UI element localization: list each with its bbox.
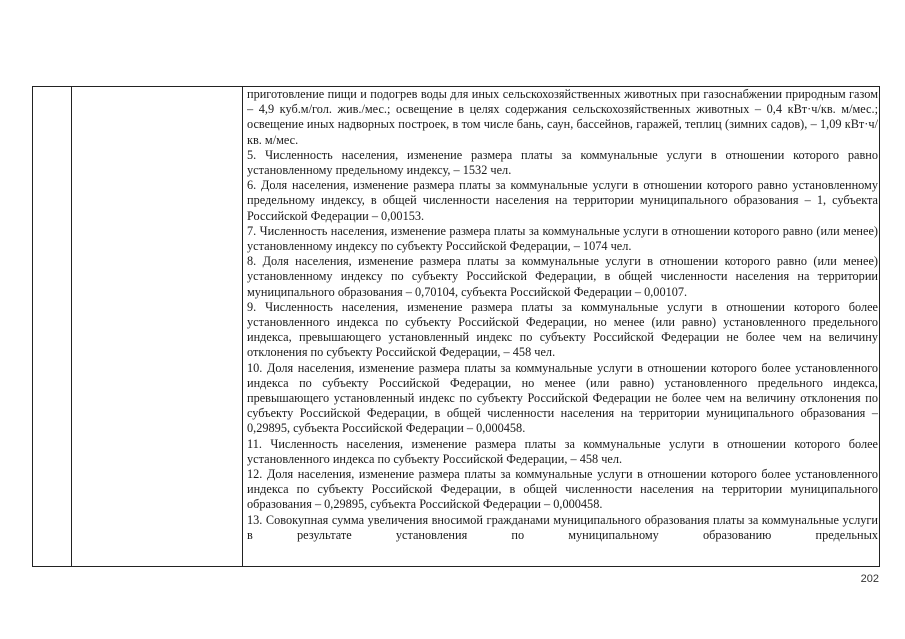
paragraph: 9. Численность населения, изменение размера платы за коммунальные услуги в отношении которого более установленного индекса по субъекту Российской Федерации, но менее (или равно) установленного предельного индекса, превышающего установленный индекс по субъекту Российской Федерации не более чем на величину отклонения по субъекту Российской Федерации, – 458 чел.: [247, 299, 878, 360]
paragraph: 10. Доля населения, изменение размера платы за коммунальные услуги в отношении которого более установленного индекса по субъекту Российской Федерации, но менее (или равно) установленного предельного индекса, превышающего установленный индекс по субъекту Российской Федерации не более чем на величину отклонения по субъекту Российской Федерации, в общей численности населения на территории муниципального образования – 0,29895, субъекта Российской Федерации – 0,000458.: [247, 360, 878, 436]
paragraph: 8. Доля населения, изменение размера платы за коммунальные услуги в отношении которого равно (или менее) установленному индексу по субъекту Российской Федерации, в общей численности населения на территории муниципального образования – 0,70104, субъекта Российской Федерации – 0,00107.: [247, 254, 878, 299]
paragraph: 5. Численность населения, изменение размера платы за коммунальные услуги в отношении которого равно установленному предельному индексу, – 1532 чел.: [247, 147, 878, 178]
column-divider: [71, 87, 72, 566]
column-divider: [242, 87, 243, 566]
table-row: [32, 86, 880, 567]
paragraph: 13. Совокупная сумма увеличения вносимой гражданами муниципального образования платы за коммунальные услуги в результате установления по муниципальному образованию предельных: [247, 512, 878, 542]
paragraph: 12. Доля населения, изменение размера платы за коммунальные услуги в отношении которого более установленного индекса по субъекту Российской Федерации, в общей численности населения на территории муниципального образования – 0,29895, субъекта Российской Федерации – 0,000458.: [247, 467, 878, 512]
paragraph: 7. Численность населения, изменение размера платы за коммунальные услуги в отношении которого равно (или менее) установленному индексу по субъекту Российской Федерации, – 1074 чел.: [247, 223, 878, 254]
table-cell-text: [247, 87, 878, 566]
paragraph: приготовление пищи и подогрев воды для иных сельскохозяйственных животных при газоснабжении природным газом – 4,9 куб.м/гол. жив./мес.; освещение в целях содержания сельскохозяйственных животных – 0,4 кВт·ч/кв. м/мес.; освещение иных надворных построек, в том числе бань, саун, бассейнов, гаражей, теплиц (зимних садов), – 1,09 кВт·ч/кв. м/мес.: [247, 87, 878, 147]
paragraph: 11. Численность населения, изменение размера платы за коммунальные услуги в отношении которого более установленного индекса по субъекту Российской Федерации, – 458 чел.: [247, 436, 878, 466]
paragraph: 6. Доля населения, изменение размера платы за коммунальные услуги в отношении которого равно установленному предельному индексу, в общей численности населения на территории муниципального образования – 1, субъекта Российской Федерации – 0,00153.: [247, 178, 878, 223]
page-number: 202: [860, 573, 879, 585]
